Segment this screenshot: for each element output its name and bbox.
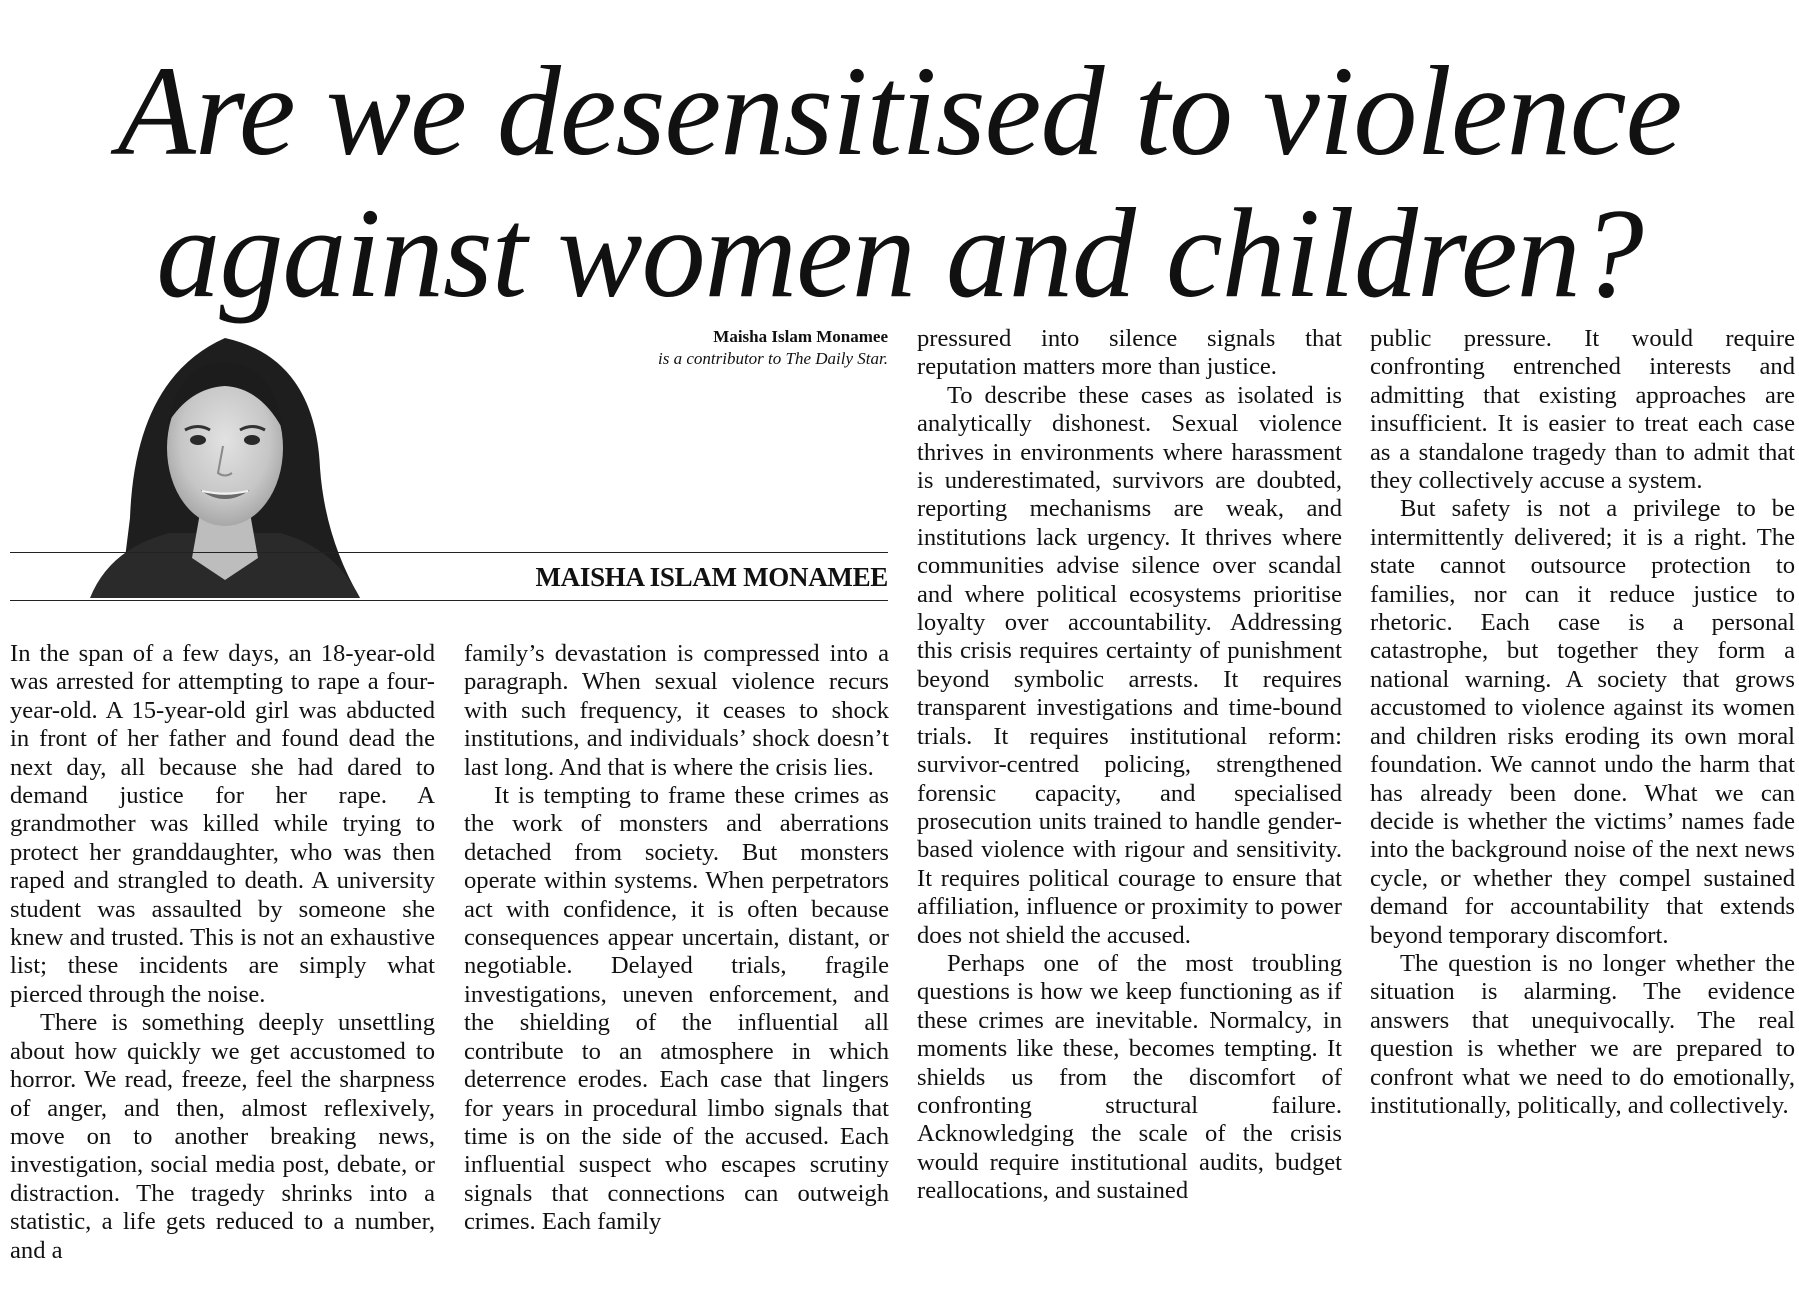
byline-rule-bottom [10, 600, 888, 601]
byline: MAISHA ISLAM MONAMEE [535, 562, 888, 592]
byline-rule-top [10, 552, 888, 553]
author-role: is a contributor to The Daily Star. [658, 349, 888, 368]
paragraph: There is something deeply unsettling about how quickly we get accustomed to horror. We read, freeze, feel the sharpness of anger, and then, almost reflexively, move on to another breaking news, investigation, social media post, debate, or distraction. The tragedy shrinks into a statistic, a life gets reduced to a number, and a [10, 1009, 435, 1264]
paragraph: It is tempting to frame these crimes as the work of monsters and aberrations detached from society. But monsters operate within systems. When perpetrators act with confidence, it is often because consequences appear uncertain, distant, or negotiable. Delayed trials, fragile investigations, uneven enforcement, and the shielding of the influential all contribute to an atmosphere in which deterrence erodes. Each case that lingers for years in procedural limbo signals that time is on the side of the accused. Each influential suspect who escapes scrutiny signals that connections can outweigh crimes. Each family [464, 782, 889, 1236]
paragraph: But safety is not a privilege to be intermittently delivered; it is a right. The state cannot outsource protection to families, nor can it reduce justice to rhetoric. Each case is a personal catastrophe, but together they form a national warning. A society that grows accustomed to violence against its women and children risks eroding its own moral foundation. We cannot undo the harm that has already been done. What we can decide is whether the victims’ names fade into the background noise of the next news cycle, or whether they compel sustained demand for accountability that extends beyond temporary discomfort. [1370, 495, 1795, 949]
headline-line-2: against women and children? [156, 182, 1643, 324]
article-column-2 [464, 640, 889, 1237]
article-column-1 [10, 640, 435, 1265]
headline-line-1: Are we desensitised to violence [117, 40, 1682, 182]
article-column-4 [1370, 325, 1795, 1120]
paragraph: Perhaps one of the most troubling questions is how we keep functioning as if these crimes are inevitable. Normalcy, in moments like these, becomes tempting. It shields us from the discomfort of confronting structural failure. Acknowledging the scale of the crisis would require institutional audits, budget reallocations, and sustained [917, 949, 1342, 1205]
author-portrait [80, 318, 370, 598]
paragraph: The question is no longer whether the situation is alarming. The evidence answers that unequivocally. The real question is whether we are prepared to confront what we need to do emotionally, institutionally, politically, and collectively. [1370, 949, 1795, 1119]
author-name: Maisha Islam Monamee [713, 327, 888, 346]
paragraph: To describe these cases as isolated is analytically dishonest. Sexual violence thrives in environments where harassment is underestimated, survivors are doubted, reporting mechanisms are weak, and institutions lack urgency. It thrives where communities advise silence over scandal and where political ecosystems prioritise loyalty over accountability. Addressing this crisis requires certainty of punishment beyond symbolic arrests. It requires transparent investigations and time-bound trials. It requires institutional reform: survivor-centred policing, strengthened forensic capacity, and specialised prosecution units trained to handle gender-based violence with rigour and sensitivity. It requires political courage to ensure that affiliation, influence or proximity to power does not shield the accused. [917, 381, 1342, 949]
headline [0, 40, 1799, 324]
paragraph: family’s devastation is compressed into a paragraph. When sexual violence recurs with such frequency, it ceases to shock institutions, and individuals’ shock doesn’t last long. And that is where the crisis lies. [464, 640, 889, 781]
paragraph: pressured into silence signals that reputation matters more than justice. [917, 325, 1342, 381]
paragraph: public pressure. It would require confronting entrenched interests and admitting that existing approaches are insufficient. It is easier to treat each case as a standalone tragedy than to admit that they collectively accuse a system. [1370, 325, 1795, 495]
article-column-3 [917, 325, 1342, 1206]
author-credit [400, 326, 888, 370]
paragraph: In the span of a few days, an 18-year-old was arrested for attempting to rape a four-year-old. A 15-year-old girl was abducted in front of her father and found dead the next day, all because she had dared to demand justice for her rape. A grandmother was killed while trying to protect her granddaughter, who was then raped and strangled to death. A university student was assaulted by someone she knew and trusted. This is not an exhaustive list; these incidents are simply what pierced through the noise. [10, 640, 435, 1008]
author-portrait-icon [80, 318, 370, 598]
